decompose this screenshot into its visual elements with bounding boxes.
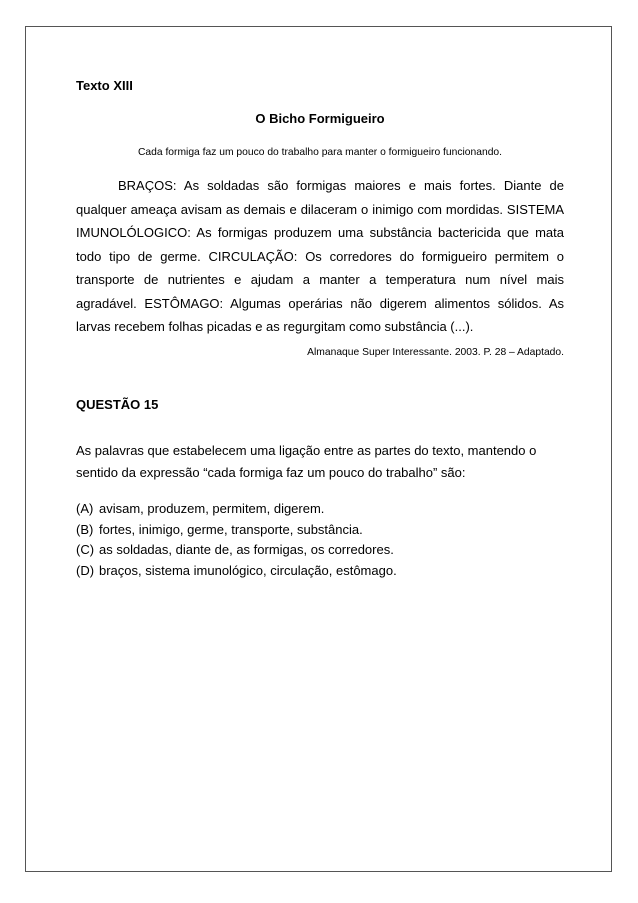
epigraph: Cada formiga faz um pouco do trabalho para manter o formigueiro funcionando. bbox=[137, 147, 503, 158]
option-a bbox=[76, 499, 564, 520]
paragraph-text: BRAÇOS: As soldadas são formigas maiores e mais fortes. Diante de qualquer ameaça avisam as demais e dilaceram o inimigo com mordidas. SISTEMA IMUNOLÓLOGICO: As formigas produzem uma substância bactericida que mata todo tipo de germe. CIRCULAÇÃO: Os corredores do formigueiro permitem o transporte de nutrientes e ajudam a manter a temperatura num nível mais agradável. ESTÔMAGO: Algumas operárias não digerem alimentos sólidos. As larvas recebem folhas picadas e as regurgitam como substância (...). bbox=[76, 178, 564, 334]
question-text: As palavras que estabelecem uma ligação entre as partes do texto, mantendo o sentido da expressão “cada formiga faz um pouco do trabalho” são: bbox=[76, 443, 537, 480]
option-text: avisam, produzem, permitem, digerem. bbox=[99, 501, 325, 516]
text-label: Texto XIII bbox=[76, 78, 133, 93]
article-title: O Bicho Formigueiro bbox=[255, 111, 385, 126]
option-text: braços, sistema imunológico, circulação, estômago. bbox=[99, 562, 397, 578]
option-letter: (A) bbox=[76, 501, 94, 516]
option-letter: (B) bbox=[76, 521, 94, 537]
option-c bbox=[76, 540, 564, 561]
question-label: QUESTÃO 15 bbox=[76, 397, 159, 412]
source-citation: Almanaque Super Interessante. 2003. P. 28 – Adaptado. bbox=[307, 347, 564, 358]
option-text: fortes, inimigo, germe, transporte, substância. bbox=[99, 521, 363, 537]
option-b bbox=[76, 520, 564, 541]
option-text: as soldadas, diante de, as formigas, os corredores. bbox=[99, 542, 394, 557]
article-paragraph bbox=[76, 174, 564, 339]
option-letter: (D) bbox=[76, 562, 95, 578]
option-d bbox=[76, 561, 564, 582]
option-letter: (C) bbox=[76, 542, 95, 557]
answer-options bbox=[76, 499, 564, 581]
